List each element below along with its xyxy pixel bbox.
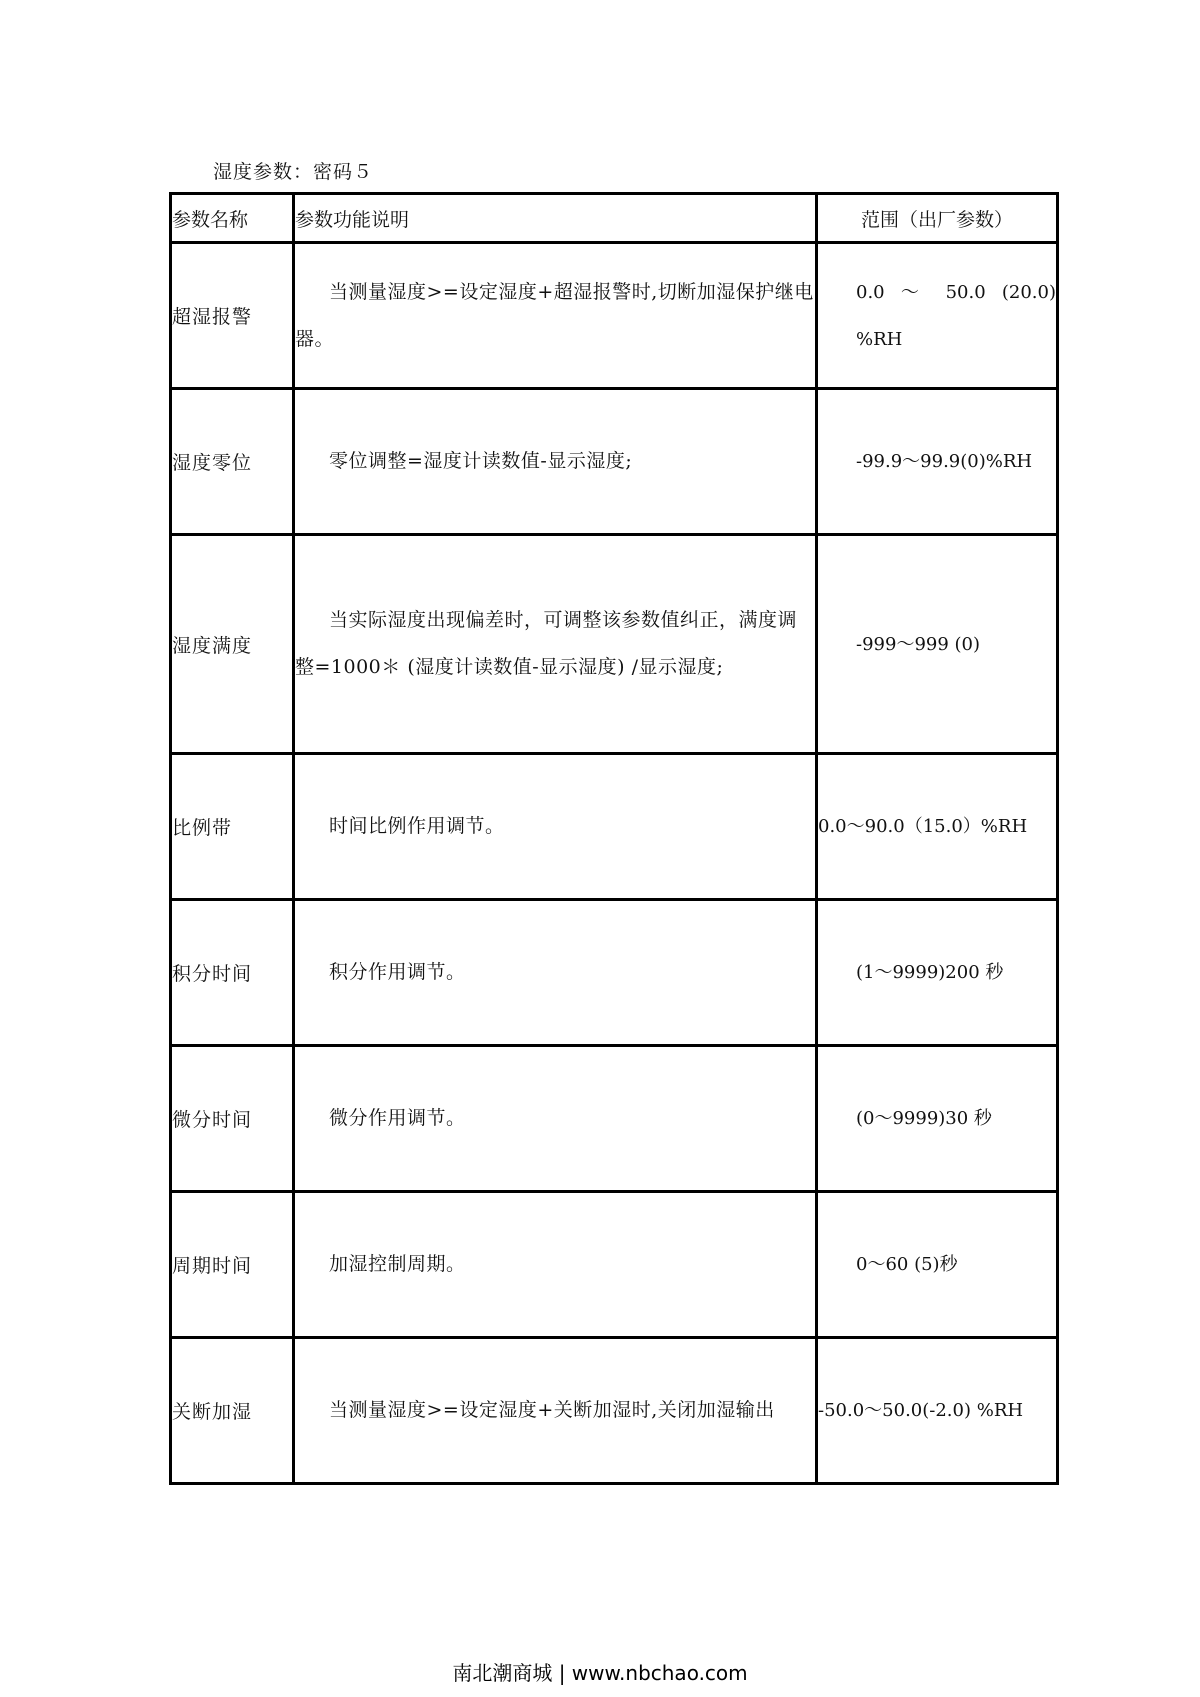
parameter-range: (0～9999)30 秒 [817,1046,1058,1192]
parameter-range: 0.0～90.0（15.0）%RH [817,754,1058,900]
section-heading: 湿度参数：密码５ [213,161,374,183]
header-parameter-description: 参数功能说明 [294,194,817,243]
table-row [171,900,1058,1046]
parameter-description: 时间比例作用调节。 [294,754,817,900]
table-row [171,1046,1058,1192]
parameter-description: 当实际湿度出现偏差时，可调整该参数值纠正，满度调整=1000＊ (湿度计读数值-显示湿度) /显示湿度; [294,535,817,754]
parameter-range: (1～9999)200 秒 [817,900,1058,1046]
table-row [171,535,1058,754]
parameter-description: 加湿控制周期。 [294,1192,817,1338]
parameter-description: 零位调整=湿度计读数值-显示湿度; [294,389,817,535]
parameter-name: 湿度满度 [171,535,294,754]
parameter-range: -999～999 (0) [817,535,1058,754]
parameter-name: 比例带 [171,754,294,900]
parameter-range: 0～60 (5)秒 [817,1192,1058,1338]
parameter-description: 当测量湿度>=设定湿度+关断加湿时,关闭加湿输出 [294,1338,817,1484]
parameter-name: 周期时间 [171,1192,294,1338]
parameter-name: 湿度零位 [171,389,294,535]
table-row [171,243,1058,389]
parameter-name: 积分时间 [171,900,294,1046]
header-parameter-range: 范围（出厂参数） [817,194,1058,243]
table-row [171,754,1058,900]
table-row [171,1192,1058,1338]
table-row [171,389,1058,535]
parameter-range: -50.0～50.0(-2.0) %RH [817,1338,1058,1484]
parameter-description: 积分作用调节。 [294,900,817,1046]
parameter-name: 关断加湿 [171,1338,294,1484]
header-parameter-name: 参数名称 [171,194,294,243]
parameter-range: -99.9～99.9(0)%RH [817,389,1058,535]
footer-watermark: 南北潮商城 | www.nbchao.com [452,1661,748,1685]
parameter-description: 当测量湿度>=设定湿度+超湿报警时,切断加湿保护继电器。 [294,243,817,389]
humidity-parameter-table [169,192,1059,1485]
parameter-description: 微分作用调节。 [294,1046,817,1192]
parameter-range: 0.0 ～ 50.0 (20.0) %RH [817,243,1058,389]
table-header-row [171,194,1058,243]
parameter-name: 超湿报警 [171,243,294,389]
parameter-name: 微分时间 [171,1046,294,1192]
table-row [171,1338,1058,1484]
